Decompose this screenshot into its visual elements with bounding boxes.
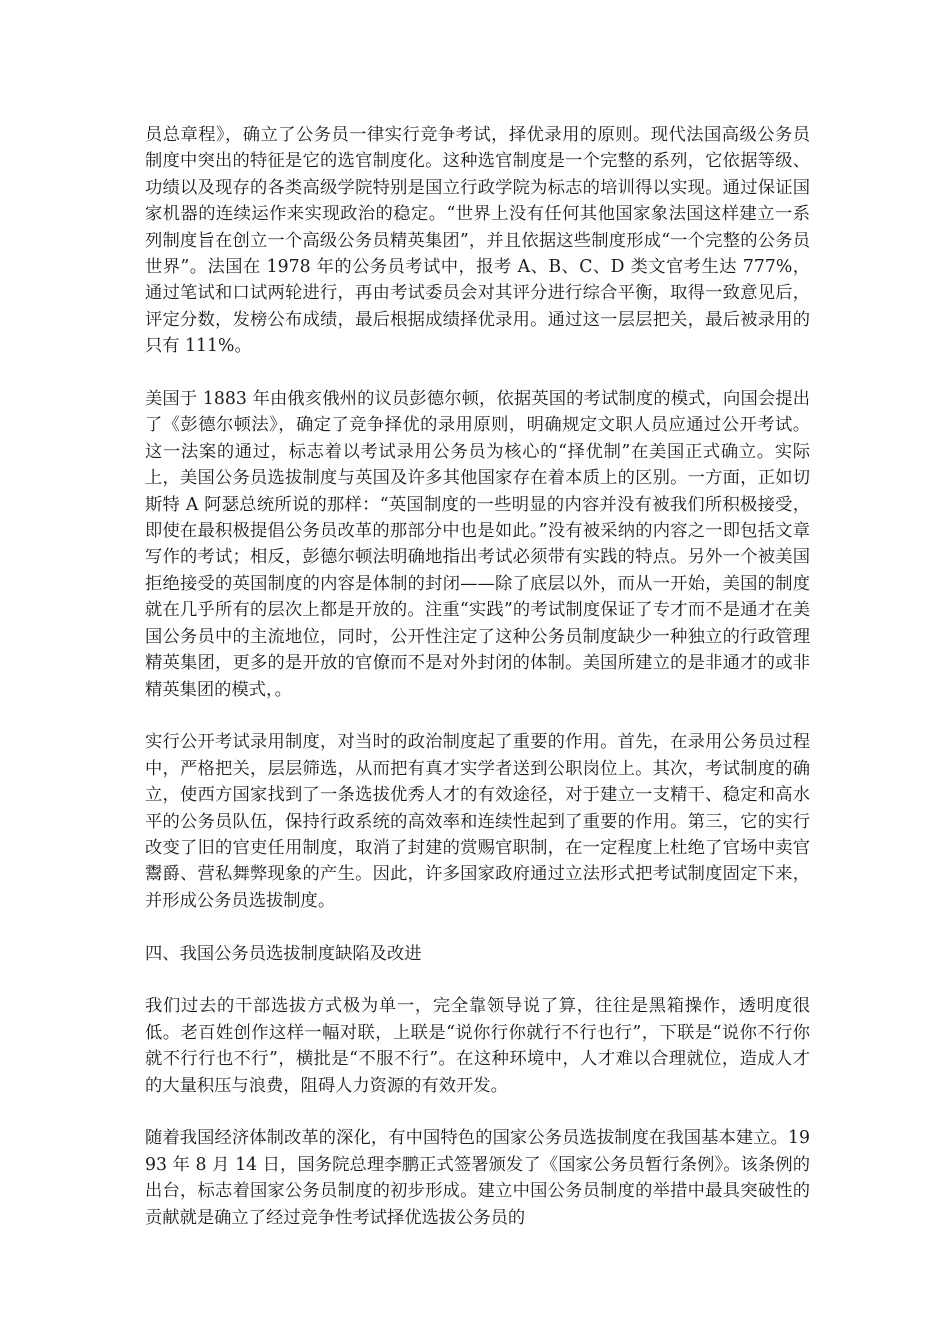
paragraph-france: 员总章程》，确立了公务员一律实行竞争考试，择优录用的原则。现代法国高级公务员制度中突出的特征是它的选官制度化。这种选官制度是一个完整的系列，它依据等级、功绩以及现存的各类高级学院特别是国立行政学院为标志的培训得以实现。通过保证国家机器的连续运作来实现政治的稳定。“世界上没有任何其他国家象法国这样建立一系列制度旨在创立一个高级公务员精英集团”，并且依据这些制度形成“一个完整的公务员世界”。法国在 1978 年的公务员考试中，报考 A、B、C、D 类文官考生达 777%，通过笔试和口试两轮进行，再由考试委员会对其评分进行综合平衡，取得一致意见后，评定分数，发榜公布成绩，最后根据成绩择优录用。通过这一层层把关，最后被录用的只有 111%。 bbox=[145, 125, 810, 357]
paragraph-exam-effects: 实行公开考试录用制度，对当时的政治制度起了重要的作用。首先，在录用公务员过程中，严格把关，层层筛选，从而把有真才实学者送到公职岗位上。其次，考试制度的确立，使西方国家找到了一条选拔优秀人才的有效途径，对于建立一支精干、稳定和高水平的公务员队伍，保持行政系统的高效率和连续性起到了重要的作用。第三，它的实行改变了旧的官吏任用制度，取消了封建的赏赐官职制，在一定程度上杜绝了官场中卖官鬻爵、营私舞弊现象的产生。因此，许多国家政府通过立法形式把考试制度固定下来，并形成公务员选拔制度。 bbox=[145, 732, 810, 911]
section-heading: 四、我国公务员选拔制度缺陷及改进 bbox=[145, 943, 422, 964]
paragraph-reform: 随着我国经济体制改革的深化，有中国特色的国家公务员选拔制度在我国基本建立。1993 年 8 月 14 日，国务院总理李鹏正式签署颁发了《国家公务员暂行条例》。该条例的出台，标志着国家公务员制度的初步形成。建立中国公务员制度的举措中最具突破性的贡献就是确立了经过竞争性考试择优选拔公务员的 bbox=[145, 1128, 810, 1228]
document-page bbox=[145, 122, 810, 1257]
paragraph-past-selection: 我们过去的干部选拔方式极为单一，完全靠领导说了算，往往是黑箱操作，透明度很低。老百姓创作这样一幅对联，上联是“说你行你就行不行也行”，下联是“说你不行你就不行行也不行”，横批是“不服不行”。在这种环境中，人才难以合理就位，造成人才的大量积压与浪费，阻碍人力资源的有效开发。 bbox=[145, 996, 810, 1096]
paragraph-usa: 美国于 1883 年由俄亥俄州的议员彭德尔顿，依据英国的考试制度的模式，向国会提出了《彭德尔顿法》，确定了竞争择优的录用原则，明确规定文职人员应通过公开考试。这一法案的通过，标志着以考试录用公务员为核心的“择优制”在美国正式确立。实际上，美国公务员选拔制度与英国及许多其他国家存在着本质上的区别。一方面，正如切斯特 A 阿瑟总统所说的那样：“英国制度的一些明显的内容并没有被我们所积极接受，即使在最积极提倡公务员改革的那部分中也是如此。”没有被采纳的内容之一即包括文章写作的考试；相反，彭德尔顿法明确地指出考试必须带有实践的特点。另外一个被美国拒绝接受的英国制度的内容是体制的封闭——除了底层以外，而从一开始，美国的制度就在几乎所有的层次上都是开放的。注重“实践”的考试制度保证了专才而不是通才在美国公务员中的主流地位，同时，公开性注定了这种公务员制度缺少一种独立的行政管理精英集团，更多的是开放的官僚而不是对外封闭的体制。美国所建立的是非通才的或非精英集团的模式，。 bbox=[145, 389, 810, 700]
